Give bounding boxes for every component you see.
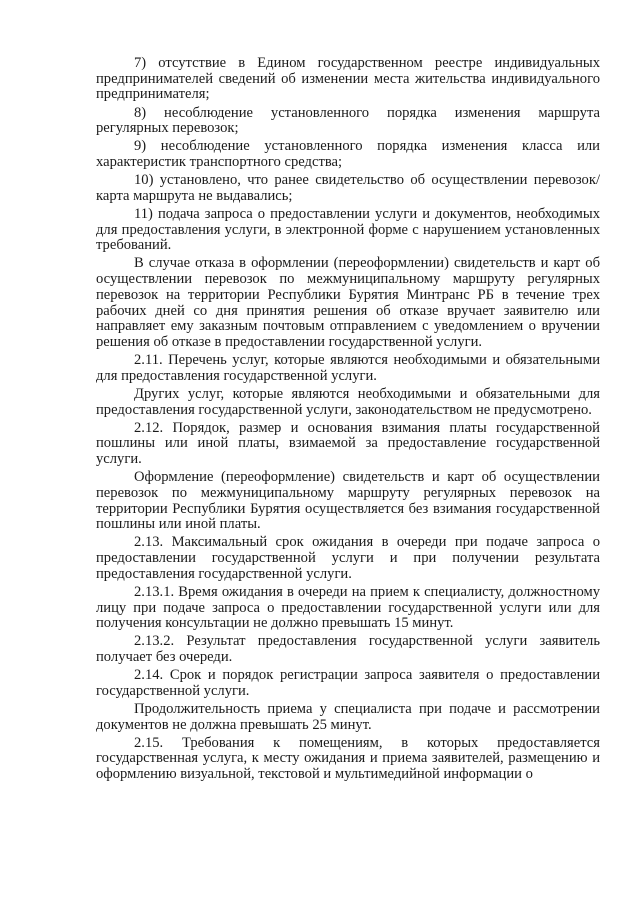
- section-2-13-1: 2.13.1. Время ожидания в очереди на прием к специалисту, должностному лицу при подаче запроса о предоставлении государственной услуги или для получения консультации не должно превышать 15 минут.: [96, 583, 600, 632]
- paragraph-item-9: 9) несоблюдение установленного порядка изменения класса или характеристик транспортного средства;: [96, 138, 600, 170]
- paragraph-item-8: 8) несоблюдение установленного порядка изменения маршрута регулярных перевозок;: [96, 104, 600, 137]
- paragraph-refusal-procedure: В случае отказа в оформлении (переоформлении) свидетельств и карт об осуществлении перевозок по межмуниципальному маршруту регулярных перевозок на территории Республики Бурятия Минтранс РБ в течение трех рабочих дней со дня принятия решения об отказе вручает заявителю или направляет ему заказным почтовым отправлением с уведомлением о вручении решения об отказе в предоставлении государственной услуги.: [96, 255, 600, 350]
- section-2-13-heading: 2.13. Максимальный срок ожидания в очереди при подаче запроса о предоставлении государственной услуги и при получении результата предоставления государственной услуги.: [96, 534, 600, 582]
- paragraph-item-10: 10) установлено, что ранее свидетельство об осуществлении перевозок/карта маршрута не выдавались;: [96, 172, 600, 204]
- section-2-14-heading: 2.14. Срок и порядок регистрации запроса заявителя о предоставлении государственной услуги.: [96, 667, 600, 699]
- paragraph-reception-duration: Продолжительность приема у специалиста при подаче и рассмотрении документов не должна превышать 25 минут.: [96, 700, 600, 733]
- paragraph-other-services: Других услуг, которые являются необходимыми и обязательными для предоставления государственной услуги, законодательством не предусмотрено.: [96, 385, 600, 418]
- section-2-13-2: 2.13.2. Результат предоставления государственной услуги заявитель получает без очереди.: [96, 633, 600, 665]
- paragraph-item-11: 11) подача запроса о предоставлении услуги и документов, необходимых для предоставления услуги, в электронной форме с нарушением установленных требований.: [96, 205, 600, 254]
- section-2-12-heading: 2.12. Порядок, размер и основания взимания платы государственной пошлины или иной платы, взимаемой за предоставление государственной услуги.: [96, 419, 600, 467]
- paragraph-no-fee: Оформление (переоформление) свидетельств и карт об осуществлении перевозок по межмуниципальному маршруту регулярных перевозок на территории Республики Бурятия осуществляется без взимания государственной пошлины или иной платы.: [96, 469, 600, 533]
- paragraph-item-7: 7) отсутствие в Едином государственном реестре индивидуальных предпринимателей сведений об изменении места жительства индивидуального предпринимателя;: [96, 55, 600, 103]
- document-body: [96, 56, 600, 783]
- section-2-15-heading: 2.15. Требования к помещениям, в которых предоставляется государственная услуга, к месту ожидания и приема заявителей, размещению и оформлению визуальной, текстовой и мультимедийной информации о: [96, 734, 600, 783]
- section-2-11-heading: 2.11. Перечень услуг, которые являются необходимыми и обязательными для предоставления государственной услуги.: [96, 352, 600, 384]
